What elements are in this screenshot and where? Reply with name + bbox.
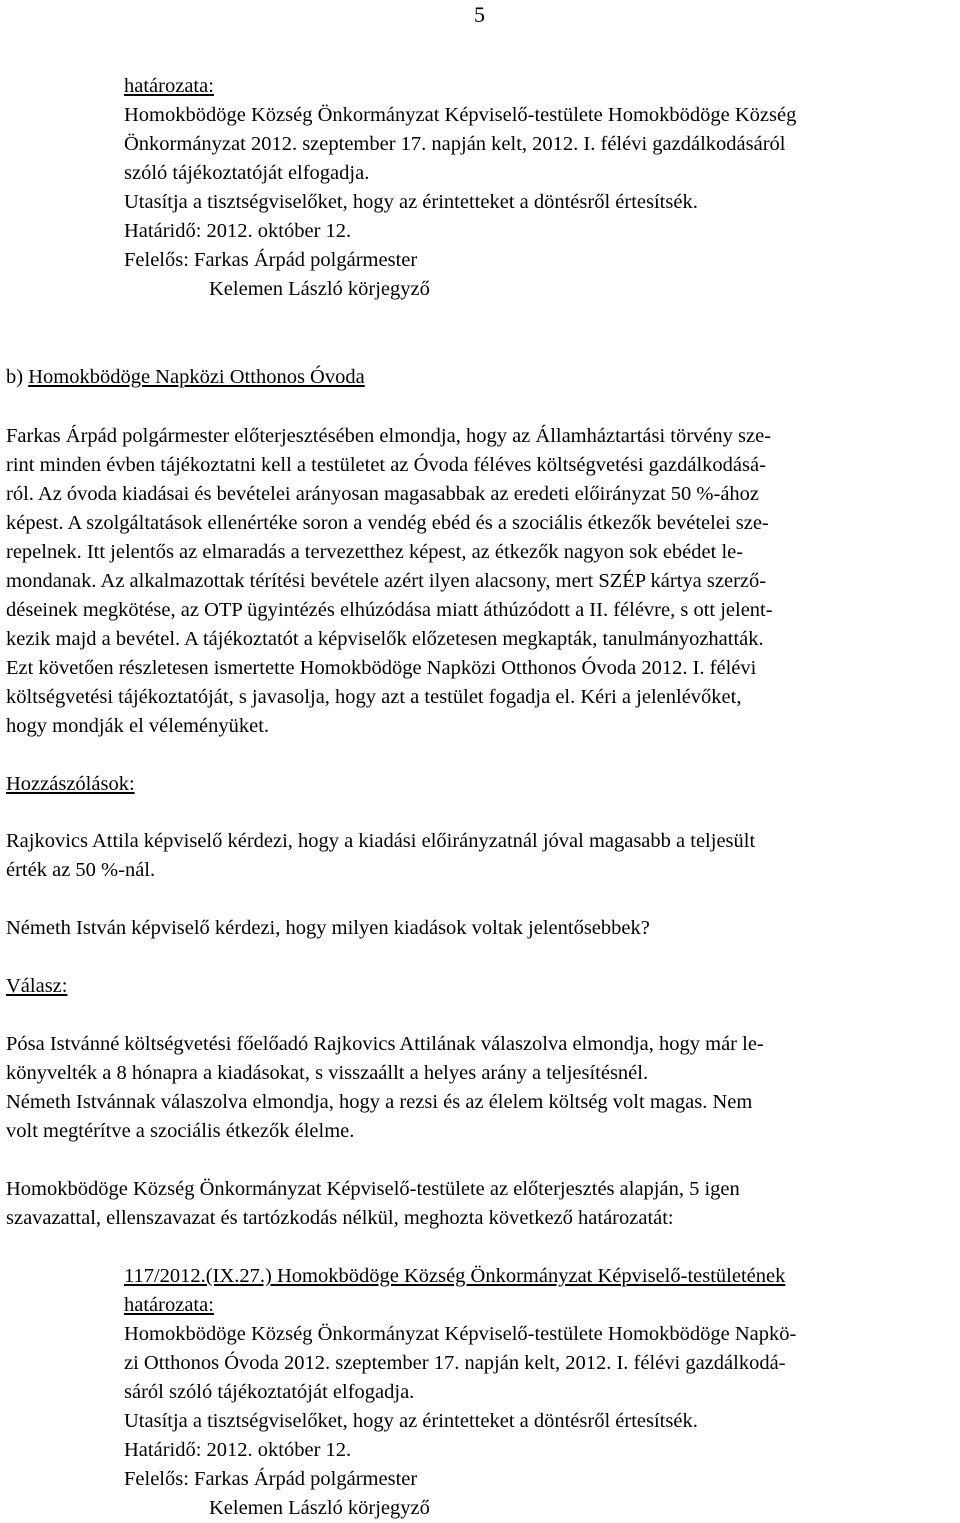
responsible-second: Kelemen László körjegyző <box>209 278 430 300</box>
paragraph-line: szavazattal, ellenszavazat és tartózkodás nélkül, meghozta következő határozatát: <box>6 1207 674 1229</box>
section-b-prefix: b) <box>6 366 29 388</box>
responsible-line: Felelős: Farkas Árpád polgármester <box>124 1468 418 1490</box>
deadline-line: Határidő: 2012. október 12. <box>124 220 352 242</box>
paragraph-line: rint minden évben tájékoztatni kell a testületet az Óvoda féléves költségvetési gazdálkodásá- <box>6 454 766 476</box>
resolution-heading: határozata: <box>124 1294 214 1316</box>
responsible-line: Felelős: Farkas Árpád polgármester <box>124 249 418 271</box>
paragraph-line: mondanak. Az alkalmazottak térítési bevétele azért ilyen alacsony, mert SZÉP kártya szerző- <box>6 570 767 592</box>
paragraph-line: repelnek. Itt jelentős az elmaradás a tervezetthez képest, az étkezők nagyon sok ebédet le- <box>6 541 744 563</box>
intro-paragraph <box>6 422 956 741</box>
paragraph-line: Németh Istvánnak válaszolva elmondja, hogy a rezsi és az élelem költség volt magas. Nem <box>6 1091 753 1113</box>
paragraph-line: kezik majd a bevétel. A tájékoztatót a képviselők előzetesen megkapták, tanulmányozhatták. <box>6 628 764 650</box>
resolution-line: sáról szóló tájékoztatóját elfogadja. <box>124 1381 415 1403</box>
section-b-heading <box>6 363 956 392</box>
deadline-line: Határidő: 2012. október 12. <box>124 1439 352 1461</box>
paragraph-line: ról. Az óvoda kiadásai és bevételei arányosan magasabbak az eredeti előirányzat 50 %-ához <box>6 483 760 505</box>
resolution-line: szóló tájékoztatóját elfogadja. <box>124 162 370 184</box>
comment-line: érték az 50 %-nál. <box>6 859 156 881</box>
resolution-line: Utasítja a tisztségviselőket, hogy az érintetteket a döntésről értesítsék. <box>124 1410 698 1432</box>
resolution-line: zi Otthonos Óvoda 2012. szeptember 17. napján kelt, 2012. I. félévi gazdálkodá- <box>124 1352 786 1374</box>
comments-heading: Hozzászólások: <box>6 773 135 795</box>
page-number: 5 <box>474 2 485 27</box>
answer-paragraph <box>6 1030 956 1146</box>
bottom-resolution <box>124 1262 954 1523</box>
answer-heading-block <box>6 972 956 1001</box>
resolution-line: Homokbödöge Község Önkormányzat Képviselő-testülete Homokbödöge Napkö- <box>124 1323 797 1345</box>
answer-heading: Válasz: <box>6 975 68 997</box>
comment-2 <box>6 914 956 943</box>
resolution-heading: határozata: <box>124 75 214 97</box>
resolution-line: Homokbödöge Község Önkormányzat Képviselő-testülete Homokbödöge Község <box>124 104 797 126</box>
paragraph-line: volt megtérítve a szociális étkezők élelme. <box>6 1120 355 1142</box>
section-b-title: Homokbödöge Napközi Otthonos Óvoda <box>28 366 365 388</box>
comment-line: Rajkovics Attila képviselő kérdezi, hogy a kiadási előirányzatnál jóval magasabb a teljesült <box>6 830 756 852</box>
paragraph-line: Pósa Istvánné költségvetési főelőadó Rajkovics Attilának válaszolva elmondja, hogy már le- <box>6 1033 764 1055</box>
paragraph-line: hogy mondják el véleményüket. <box>6 715 270 737</box>
resolution-line: Utasítja a tisztségviselőket, hogy az érintetteket a döntésről értesítsék. <box>124 191 698 213</box>
responsible-second: Kelemen László körjegyző <box>209 1497 430 1519</box>
paragraph-line: Homokbödöge Község Önkormányzat Képviselő-testülete az előterjesztés alapján, 5 igen <box>6 1178 740 1200</box>
paragraph-line: költségvetési tájékoztatóját, s javasolja, hogy azt a testület fogadja el. Kéri a jelenlévőket, <box>6 686 742 708</box>
paragraph-line: képest. A szolgáltatások ellenértéke soron a vendég ebéd és a szociális étkezők bevételei sze- <box>6 512 769 534</box>
paragraph-line: Ezt követően részletesen ismertette Homokbödöge Napközi Otthonos Óvoda 2012. I. félévi <box>6 657 757 679</box>
comment-1 <box>6 827 956 885</box>
resolution-title: 117/2012.(IX.27.) Homokbödöge Község Önkormányzat Képviselő-testületének <box>124 1265 786 1287</box>
resolution-line: Önkormányzat 2012. szeptember 17. napján kelt, 2012. I. félévi gazdálkodásáról <box>124 133 786 155</box>
comments-heading-block <box>6 770 956 799</box>
paragraph-line: könyvelték a 8 hónapra a kiadásokat, s visszaállt a helyes arány a teljesítésnél. <box>6 1062 649 1084</box>
top-resolution <box>124 72 954 304</box>
vote-paragraph <box>6 1175 956 1233</box>
comment-line: Németh István képviselő kérdezi, hogy milyen kiadások voltak jelentősebbek? <box>6 917 650 939</box>
paragraph-line: Farkas Árpád polgármester előterjesztésében elmondja, hogy az Államháztartási törvény sze- <box>6 425 772 447</box>
paragraph-line: déseinek megkötése, az OTP ügyintézés elhúzódása miatt áthúzódott a II. félévre, s ott jelent- <box>6 599 773 621</box>
